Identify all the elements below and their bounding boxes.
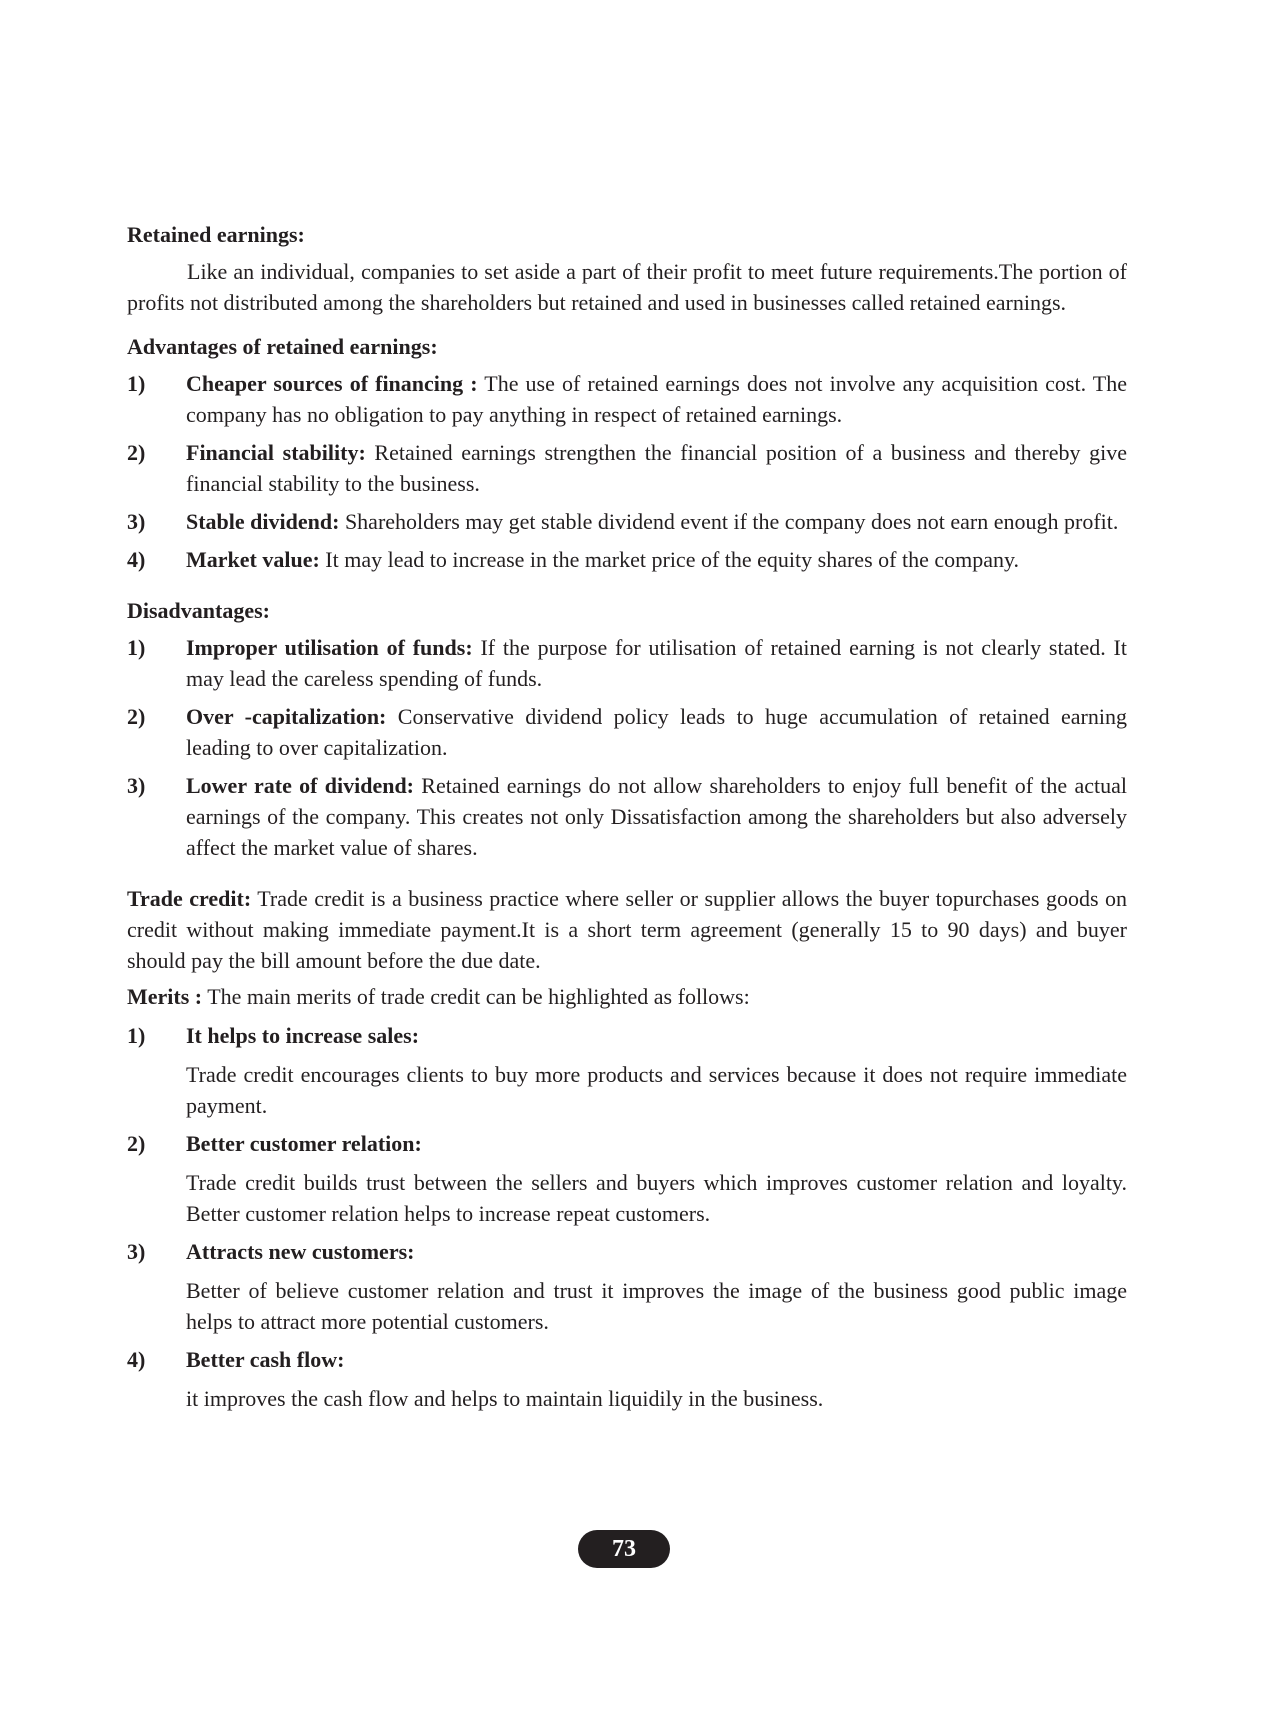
advantages-list <box>127 368 1127 575</box>
item-number: 4) <box>127 1347 146 1372</box>
item-text: it improves the cash flow and helps to maintain liquidily in the business. <box>186 1386 824 1411</box>
item-title: Attracts new customers: <box>186 1239 415 1264</box>
list-item <box>127 1020 1127 1121</box>
item-number: 3) <box>127 773 146 798</box>
advantages-heading: Advantages of retained earnings: <box>127 334 438 359</box>
list-item <box>127 1344 1127 1414</box>
item-title: Lower rate of dividend: <box>186 773 414 798</box>
item-title: Better cash flow: <box>186 1347 345 1372</box>
item-number: 3) <box>127 509 146 534</box>
list-item <box>127 1236 1127 1337</box>
item-title: It helps to increase sales: <box>186 1023 420 1048</box>
item-number: 4) <box>127 547 146 572</box>
item-text: Shareholders may get stable dividend event if the company does not earn enough profit. <box>339 509 1119 534</box>
item-title: Cheaper sources of financing : <box>186 371 478 396</box>
item-title: Over -capitalization: <box>186 704 387 729</box>
merits-intro <box>127 981 1127 1012</box>
item-text: Retained earnings strengthen the financial position of a business and thereby give financial stability to the business. <box>186 440 1127 496</box>
item-text: If the purpose for utilisation of retained earning is not clearly stated. It may lead the careless spending of funds. <box>186 635 1127 691</box>
merits-text: The main merits of trade credit can be highlighted as follows: <box>202 984 750 1009</box>
item-number: 2) <box>127 704 146 729</box>
disadvantages-list <box>127 632 1127 863</box>
item-text: Trade credit builds trust between the sellers and buyers which improves customer relation and loyalty. Better customer relation helps to increase repeat customers. <box>186 1170 1127 1226</box>
list-item <box>127 437 1127 499</box>
item-text: Conservative dividend policy leads to huge accumulation of retained earning leading to over capitalization. <box>186 704 1127 760</box>
trade-credit-text: Trade credit is a business practice where seller or supplier allows the buyer topurchases goods on credit without making immediate payment.It is a short term agreement (generally 15 to 90 days) and buyer should pay the bill amount before the due date. <box>127 886 1127 973</box>
retained-earnings-paragraph: Like an individual, companies to set aside a part of their profit to meet future requirements.The portion of profits not distributed among the shareholders but retained and used in businesses called retained earnings. <box>127 259 1127 315</box>
item-text: Retained earnings do not allow shareholders to enjoy full benefit of the actual earnings of the company. This creates not only Dissatisfaction among the shareholders but also adversely affect the market value of shares. <box>186 773 1127 860</box>
item-number: 2) <box>127 1131 146 1156</box>
item-text: It may lead to increase in the market price of the equity shares of the company. <box>319 547 1020 572</box>
merits-title: Merits : <box>127 984 203 1009</box>
retained-earnings-heading: Retained earnings: <box>127 222 305 247</box>
list-item <box>127 1128 1127 1229</box>
item-text: Better of believe customer relation and trust it improves the image of the business good public image helps to attract more potential customers. <box>186 1278 1127 1334</box>
page-number-badge: 73 <box>578 1530 670 1568</box>
item-number: 3) <box>127 1239 146 1264</box>
list-item <box>127 544 1127 575</box>
item-title: Stable dividend: <box>186 509 340 534</box>
trade-credit-paragraph <box>127 883 1127 976</box>
list-item <box>127 701 1127 763</box>
item-number: 2) <box>127 440 146 465</box>
item-number: 1) <box>127 371 146 396</box>
item-number: 1) <box>127 1023 146 1048</box>
page-content <box>127 219 1127 1421</box>
item-number: 1) <box>127 635 146 660</box>
item-text: The use of retained earnings does not involve any acquisition cost. The company has no obligation to pay anything in respect of retained earnings. <box>186 371 1127 427</box>
item-title: Better customer relation: <box>186 1131 422 1156</box>
list-item <box>127 770 1127 863</box>
merits-list <box>127 1020 1127 1414</box>
disadvantages-heading: Disadvantages: <box>127 598 271 623</box>
item-title: Improper utilisation of funds: <box>186 635 473 660</box>
list-item <box>127 368 1127 430</box>
list-item <box>127 506 1127 537</box>
item-title: Financial stability: <box>186 440 366 465</box>
item-text: Trade credit encourages clients to buy more products and services because it does not require immediate payment. <box>186 1062 1127 1118</box>
item-title: Market value: <box>186 547 320 572</box>
list-item <box>127 632 1127 694</box>
trade-credit-title: Trade credit: <box>127 886 252 911</box>
